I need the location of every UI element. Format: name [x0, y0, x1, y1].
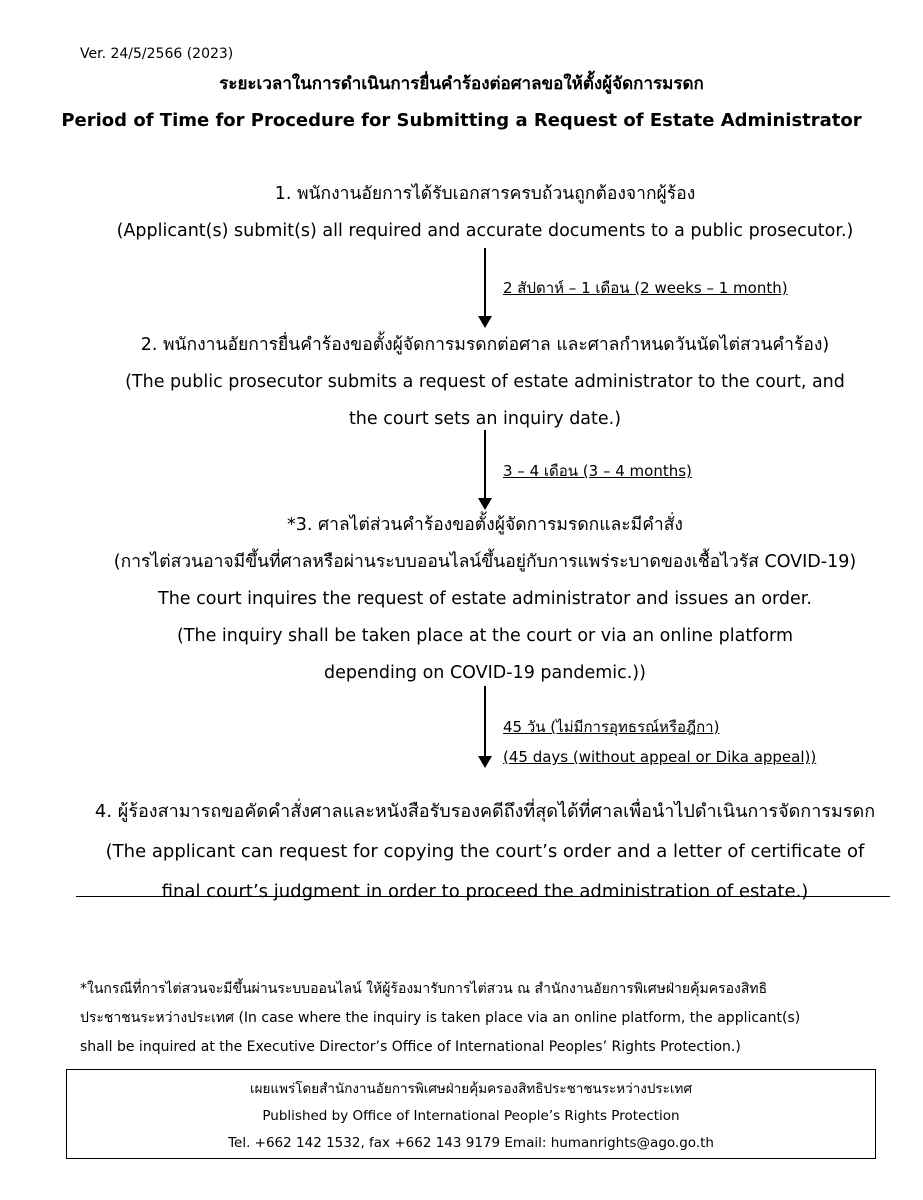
step-2-line: 2. พนักงานอัยการยื่นคำร้องขอตั้งผู้จัดการมรดกต่อศาล และศาลกำหนดวันนัดไต่สวนคำร้อง) [140, 335, 830, 355]
step-2-line: (The public prosecutor submits a request of estate administrator to the court, and [125, 372, 845, 392]
duration-2: 3 – 4 เดือน (3 – 4 months) [503, 462, 692, 480]
step-2-line: the court sets an inquiry date.) [348, 409, 622, 429]
down-arrow-icon [478, 430, 492, 510]
step-4-line: 4. ผู้ร้องสามารถขอคัดคำสั่งศาลและหนังสือรับรองคดีถึงที่สุดได้ที่ศาลเพื่อนำไปดำเนินการจัดการมรดก [94, 801, 876, 822]
step-3-line: (The inquiry shall be taken place at the court or via an online platform [176, 626, 793, 646]
footnote-line: ประชาชนระหว่างประเทศ (In case where the inquiry is taken place via an online platform, the applicant(s) [80, 1010, 801, 1026]
step-1 [60, 176, 910, 250]
publisher-contact: Tel. +662 142 1532, fax +662 143 9179 Email: humanrights@ago.go.th [228, 1135, 714, 1151]
step-1-line: 1. พนักงานอัยการได้รับเอกสารครบถ้วนถูกต้องจากผู้ร้อง [274, 184, 696, 204]
step-3-line: (การไต่สวนอาจมีขึ้นที่ศาลหรือผ่านระบบออนไลน์ขึ้นอยู่กับการแพร่ระบาดของเชื้อไวรัส COVID-19) [113, 552, 857, 572]
page-title-thai: ระยะเวลาในการดำเนินการยื่นคำร้องต่อศาลขอให้ตั้งผู้จัดการมรดก [219, 74, 704, 94]
page-title-english: Period of Time for Procedure for Submitting a Request of Estate Administrator [61, 110, 862, 131]
step-2 [60, 327, 910, 438]
footnote [80, 975, 870, 1062]
step-4 [60, 792, 910, 912]
step-3-line: The court inquires the request of estate administrator and issues an order. [158, 589, 812, 609]
publisher-box [66, 1069, 876, 1159]
duration-3-line: 45 วัน (ไม่มีการอุทธรณ์หรือฎีกา) [503, 718, 720, 736]
step-1-line: (Applicant(s) submit(s) all required and accurate documents to a public prosecutor.) [116, 221, 854, 241]
publisher-thai: เผยแพร่โดยสำนักงานอัยการพิเศษฝ่ายคุ้มครองสิทธิประชาชนระหว่างประเทศ [249, 1081, 693, 1097]
down-arrow-icon [478, 248, 492, 328]
footnote-line: *ในกรณีที่การไต่สวนจะมีขึ้นผ่านระบบออนไลน์ ให้ผู้ร้องมารับการไต่สวน ณ สำนักงานอัยการพิเศษฝ่ายคุ้มครองสิทธิ [80, 981, 768, 997]
duration-1: 2 สัปดาห์ – 1 เดือน (2 weeks – 1 month) [503, 279, 788, 297]
version-label: Ver. 24/5/2566 (2023) [80, 46, 234, 62]
step-4-line: (The applicant can request for copying the court’s order and a letter of certificate of [105, 841, 865, 862]
publisher-english: Published by Office of International People’s Rights Protection [262, 1108, 680, 1124]
divider [76, 896, 890, 897]
footnote-line: shall be inquired at the Executive Director’s Office of International Peoples’ Rights Protection.) [80, 1039, 741, 1055]
duration-3-line: (45 days (without appeal or Dika appeal)) [503, 748, 817, 766]
down-arrow-icon [478, 686, 492, 768]
step-4-line: final court’s judgment in order to proceed the administration of estate.) [161, 881, 809, 902]
duration-3 [503, 712, 816, 772]
step-3 [60, 507, 910, 692]
step-3-line: depending on COVID-19 pandemic.)) [324, 663, 646, 683]
step-3-line: *3. ศาลไต่ส่วนคำร้องขอตั้งผู้จัดการมรดกและมีคำสั่ง [287, 515, 683, 535]
